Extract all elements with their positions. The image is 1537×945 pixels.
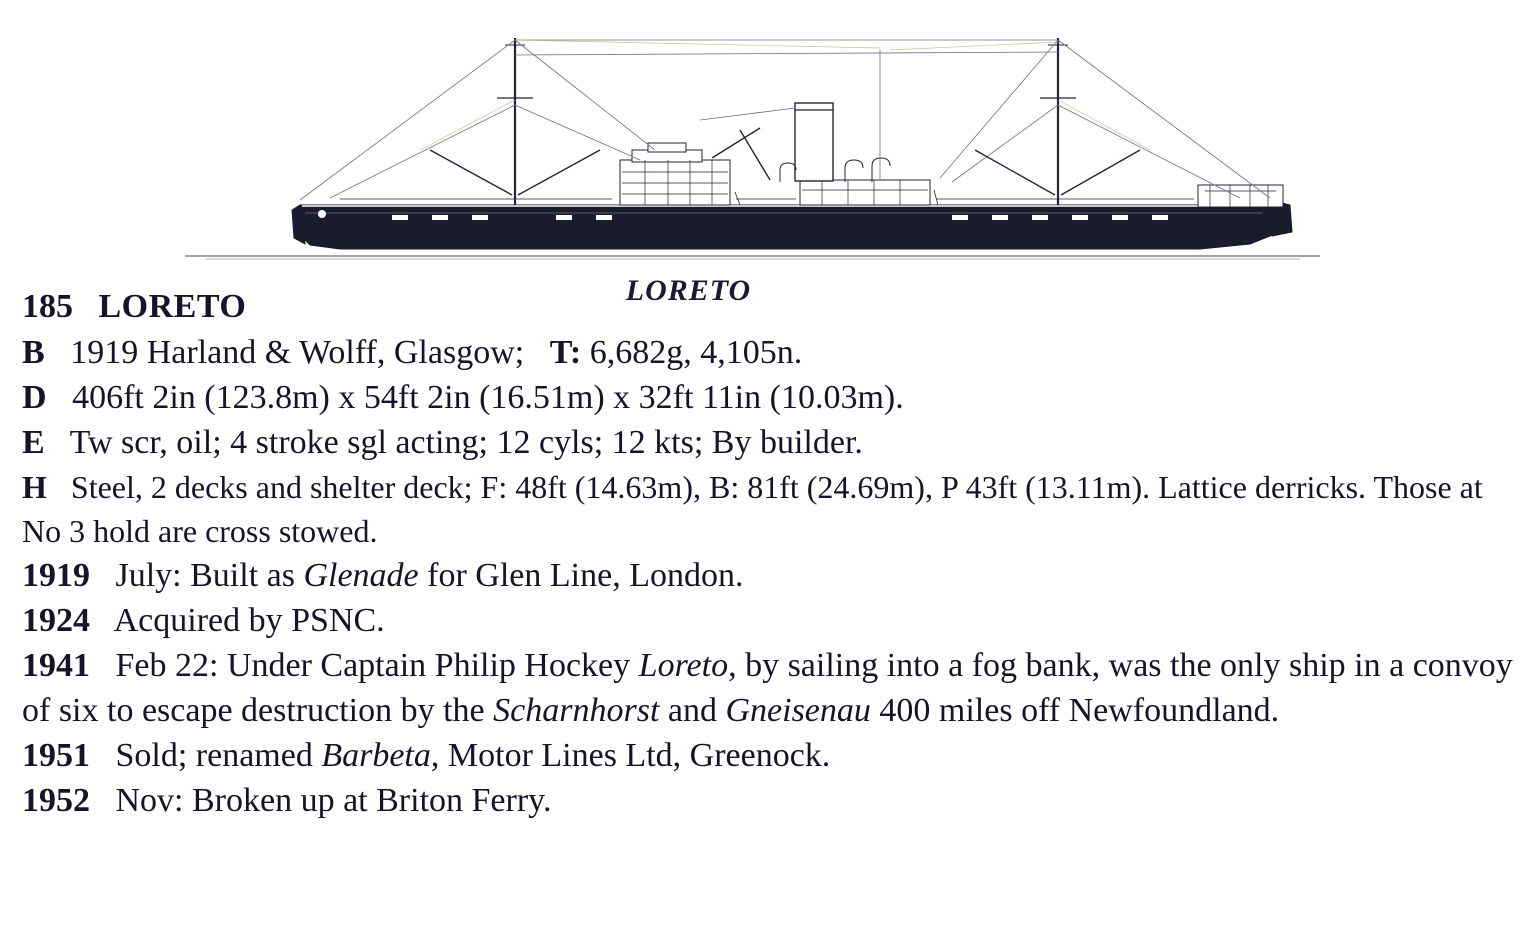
history-fragment: , Motor Lines Ltd, Greenock.	[430, 737, 831, 774]
history-text	[114, 602, 385, 639]
entry-text	[0, 284, 1537, 823]
history-year: 1924	[22, 602, 90, 639]
history-row	[22, 778, 1521, 823]
history-year: 1919	[22, 557, 90, 594]
spec-text-d: 406ft 2in (123.8m) x 54ft 2in (16.51m) x 32ft 11in (10.03m).	[72, 379, 904, 416]
spec-label-e: E	[22, 424, 45, 461]
history-fragment: July: Built as	[115, 557, 304, 594]
spec-text-b: 1919 Harland & Wolff, Glasgow;	[70, 334, 525, 371]
spec-label-tonnage: T:	[549, 334, 582, 371]
spec-row-b	[22, 330, 1521, 375]
ship-name-italic: Scharnhorst	[493, 692, 660, 729]
spec-row-e	[22, 420, 1521, 465]
ship-name-italic: Gneisenau	[725, 692, 871, 729]
ship-name-italic: Glenade	[303, 557, 419, 594]
history-fragment: Sold; renamed	[115, 737, 322, 774]
spec-text-e: Tw scr, oil; 4 stroke sgl acting; 12 cyls; 12 kts; By builder.	[69, 424, 863, 461]
history-text	[22, 647, 1513, 729]
illustration-caption: LORETO	[625, 274, 752, 307]
history-year: 1951	[22, 737, 90, 774]
history-row	[22, 643, 1521, 733]
history-year: 1952	[22, 782, 90, 819]
ship-name-italic: Loreto	[638, 647, 729, 684]
history-fragment: Feb 22: Under Captain Philip Hockey	[115, 647, 639, 684]
history-fragment: Acquired by PSNC.	[113, 602, 385, 639]
history-year: 1941	[22, 647, 90, 684]
spec-row-d	[22, 375, 1521, 420]
history-text	[116, 737, 831, 774]
spec-row-h	[22, 465, 1521, 553]
spec-label-b: B	[22, 334, 45, 371]
ship-profile-drawing	[0, 0, 1537, 270]
history-fragment: for Glen Line, London.	[418, 557, 744, 594]
entry-number: 185	[22, 288, 73, 325]
history-row	[22, 553, 1521, 598]
history-row	[22, 598, 1521, 643]
spec-text-tonnage: 6,682g, 4,105n.	[589, 334, 803, 371]
spec-label-d: D	[22, 379, 47, 416]
history-text	[116, 557, 744, 594]
spec-text-h: Steel, 2 decks and shelter deck; F: 48ft (14.63m), B: 81ft (24.69m), P 43ft (13.11m). Lattice derricks. Those at No 3 hold are cross stowed.	[22, 469, 1483, 549]
history-fragment: and	[659, 692, 726, 729]
history-fragment: 400 miles off Newfoundland.	[870, 692, 1280, 729]
history-fragment: Nov: Broken up at Briton Ferry.	[115, 782, 552, 819]
entry-name: LORETO	[98, 288, 247, 325]
history-text	[116, 782, 552, 819]
ship-name-italic: Barbeta	[321, 737, 431, 774]
history-fragment: , by sailing into a fog bank, was the only ship in a convoy of six to escape destruction by the	[22, 647, 1513, 729]
history-row	[22, 733, 1521, 778]
spec-label-h: H	[22, 469, 47, 505]
